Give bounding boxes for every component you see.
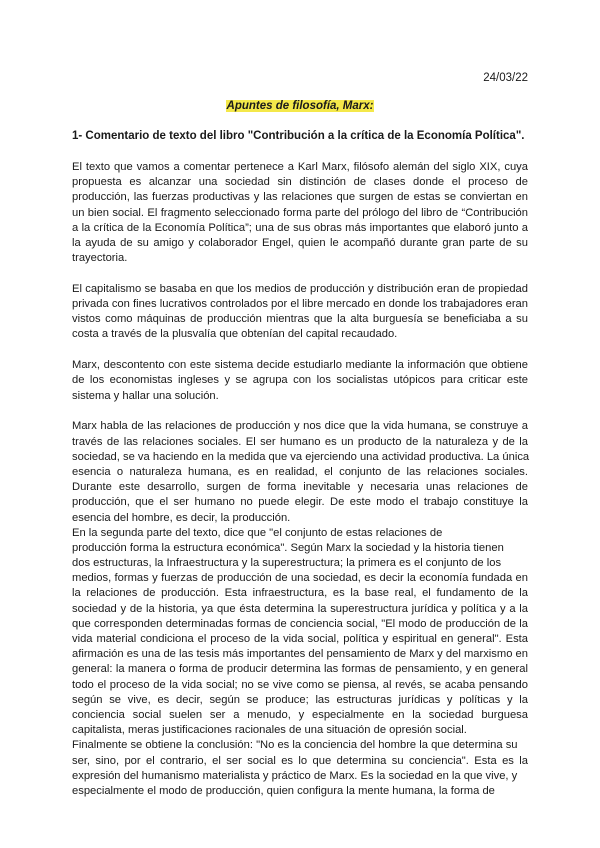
text-line: esencia del hombre, es decir, la producción. [72, 511, 291, 524]
text-line: Durante este desarrollo, surgen de forma inevitable y necesaria unas relaciones de [72, 481, 528, 494]
text-line: Marx, descontento con este sistema decide estudiarlo mediante la información que obtiene [72, 359, 528, 372]
text-line: la relaciones de producción. Esta infraestructura, es la base real, el fundamento de la [72, 587, 528, 600]
text-line: a la crítica de la Economía Política”; una de sus obras más importantes que elaboró junto a [72, 221, 528, 234]
text-line: través de las relaciones sociales. El ser humano es un producto de la naturaleza y de la [72, 435, 528, 448]
text-line: sociedad, se va haciendo en la medida que va ejerciendo una actividad productiva. La única [72, 450, 530, 463]
text-line: producción forma la estructura económica". Según Marx la sociedad y la historia tienen [72, 541, 504, 554]
text-line: que corresponden determinadas formas de conciencia social, "El modo de producción de la [72, 617, 528, 630]
text-line: medios, formas y fuerzas de producción de una sociedad, es decir la economía fundada en [72, 572, 528, 585]
text-line: general: la manera o forma de producir determina las formas de pensamiento, y en general [72, 663, 528, 676]
text-line: vida material condiciona el proceso de la vida social, política y espiritual en general". Esta [72, 633, 528, 646]
text-line: Marx habla de las relaciones de producción y nos dice que la vida humana, se construye a [72, 420, 528, 433]
highlighted-title: Apuntes de filosofía, Marx: [226, 100, 374, 112]
text-line: sistema y hallar una solución. [72, 389, 219, 402]
document-body [72, 160, 528, 799]
text-line: sociedad y de la historia, ya que ésta determina la superestructura jurídica y política y a la [72, 602, 528, 615]
text-line: la ayuda de su amigo y colaborador Engel, quien le acompañó durante gran parte de su [72, 236, 528, 249]
section-heading: 1- Comentario de texto del libro "Contribución a la crítica de la Economía Política". [72, 130, 525, 142]
text-line: expresión del humanismo materialista y práctico de Marx. Es la sociedad en la que vive, y [72, 769, 518, 782]
paragraph [72, 160, 528, 266]
text-line: En la segunda parte del texto, dice que "el conjunto de estas relaciones de [72, 526, 443, 539]
text-line: dos estructuras, la Infraestructura y la superestructura; la primera es el conjunto de los [72, 557, 502, 570]
text-line: conciencia social suelen ser a menudo, y especialmente en la sociedad burguesa [72, 708, 528, 721]
text-line: esencia o naturaleza humana, es en realidad, el conjunto de las relaciones sociales. [72, 465, 528, 478]
text-line: producción, las fuerzas productivas y las relaciones que surgen de estas se conviertan en [72, 191, 528, 204]
document-title [0, 100, 600, 112]
paragraph [72, 419, 528, 799]
text-line: El capitalismo se basaba en que los medios de producción y distribución eran de propiedad [72, 282, 528, 295]
text-line: un bien social. El fragmento seleccionado forma parte del prólogo del libro de “Contribución [72, 206, 528, 219]
text-line: trayectoria. [72, 252, 128, 265]
date: 24/03/22 [483, 72, 528, 84]
text-line: de los economistas ingleses y se agrupa con los socialistas utópicos para criticar este [72, 374, 528, 387]
paragraph [72, 282, 528, 343]
text-line: vistos como máquinas de producción mientras que la alta burguesía se beneficiaba a su [72, 313, 528, 326]
text-line: capitalista, meras justificaciones racionales de una situación de opresión social. [72, 724, 467, 737]
text-line: producción, que el ser humano no puede elegir. De este modo el trabajo constituye la [72, 496, 528, 509]
paragraph [72, 358, 528, 404]
text-line: propuesta es alcanzar una sociedad sin distinción de clases donde el proceso de [72, 176, 528, 189]
text-line: afirmación es una de las tesis más importantes del pensamiento de Marx y del marxismo en [72, 648, 528, 661]
text-line: ser, sino, por el contrario, el ser social es lo que determina su conciencia". Esta es la [72, 754, 528, 767]
text-line: El texto que vamos a comentar pertenece a Karl Marx, filósofo alemán del siglo XIX, cuya [72, 161, 528, 173]
text-line: Finalmente se obtiene la conclusión: "No es la conciencia del hombre la que determina su [72, 739, 518, 752]
text-line: privada con fines lucrativos controlados por el libre mercado en donde los trabajadores eran [72, 298, 528, 311]
text-line: costa a través de la plusvalía que obtenían del capital recaudado. [72, 328, 398, 341]
text-line: especialmente el modo de producción, quien configura la mente humana, la forma de [72, 784, 495, 797]
text-line: según se vive, es decir, según se produce; las estructuras jurídicas y políticas y la [72, 693, 528, 706]
text-line: todo el proceso de la vida social; no se vive como se piensa, al revés, se acaba pensando [72, 678, 528, 691]
